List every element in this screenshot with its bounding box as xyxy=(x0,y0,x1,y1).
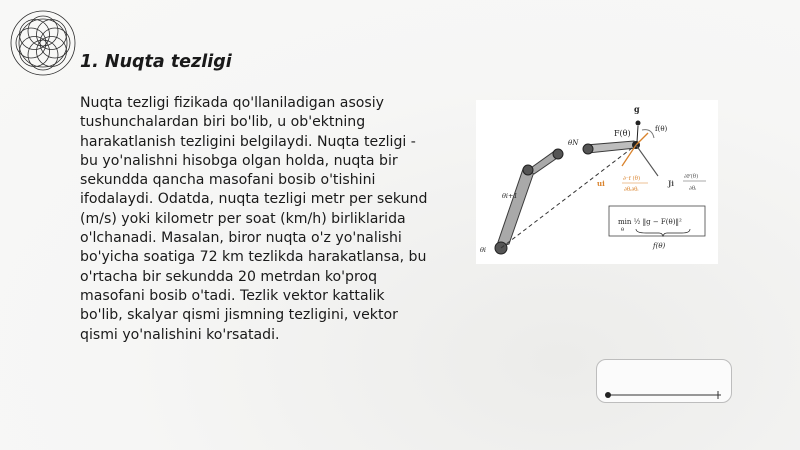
formula-ui-numerator: ∂⁻f (θ) xyxy=(623,176,641,182)
slide-body-text: Nuqta tezligi fizikada qo'llaniladigan asosiy tushunchalardan biri bo'lib, u ob'ektning harakatlanish tezligini belgilaydi. Nuqta tezligi - bu yo'nalishni hisobga olgan holda, nuqta bir sekundda qancha masofani bosib o'tishini ifodalaydi. Odatda, nuqta tezligi metr per sekund (m/s) yoki kilometr per soat (km/h) birliklarida o'lchanadi. Masalan, biror nuqta o'z yo'nalishi bo'yicha soatiga 72 km tezlikda harakatlansa, bu o'rtacha bir sekundda 20 metrdan ko'proq masofani bosib o'tadi. Tezlik vektor kattalik bo'lib, skalyar qismi jismning tezligini, vektor qismi yo'nalishini ko'rsatadi. xyxy=(80,95,428,343)
robot-arm-diagram xyxy=(476,100,718,264)
arm-link-upper xyxy=(586,141,636,153)
label-ji: Ji xyxy=(668,179,674,188)
label-f: f(θ) xyxy=(655,125,668,133)
label-theta-n: θN xyxy=(568,139,579,147)
slide-title: 1. Nuqta tezligi xyxy=(80,52,232,72)
joint-upper xyxy=(583,144,593,154)
formula-f: f(θ) xyxy=(653,242,666,250)
label-theta-i1: θi+1 xyxy=(502,192,518,200)
joint-middle xyxy=(523,165,533,175)
formula-ji-denominator: ∂θᵢ xyxy=(689,186,697,192)
formula-min-sub: θ xyxy=(621,227,625,233)
ji-arrow xyxy=(636,145,658,176)
target-arrow xyxy=(637,126,638,142)
label-theta-i: θi xyxy=(480,246,486,254)
formula-min: min ½ ‖g − F(θ)‖² xyxy=(618,218,682,226)
formula-ui-denominator: ∂θᵢ∂θᵢ xyxy=(624,187,639,193)
decorative-rosette-logo xyxy=(4,4,82,82)
formula-ji-numerator: ∂F(θ) xyxy=(684,174,699,180)
arm-link-lower xyxy=(496,169,534,248)
playback-slider-widget[interactable] xyxy=(596,359,732,403)
joint-n xyxy=(553,149,563,159)
label-ui: ui xyxy=(597,179,605,188)
label-F: F(θ) xyxy=(614,129,631,138)
target-point xyxy=(636,121,641,126)
slider-start-handle[interactable] xyxy=(605,392,611,398)
slider-track-graphic xyxy=(597,360,731,402)
label-g: g xyxy=(634,104,640,114)
